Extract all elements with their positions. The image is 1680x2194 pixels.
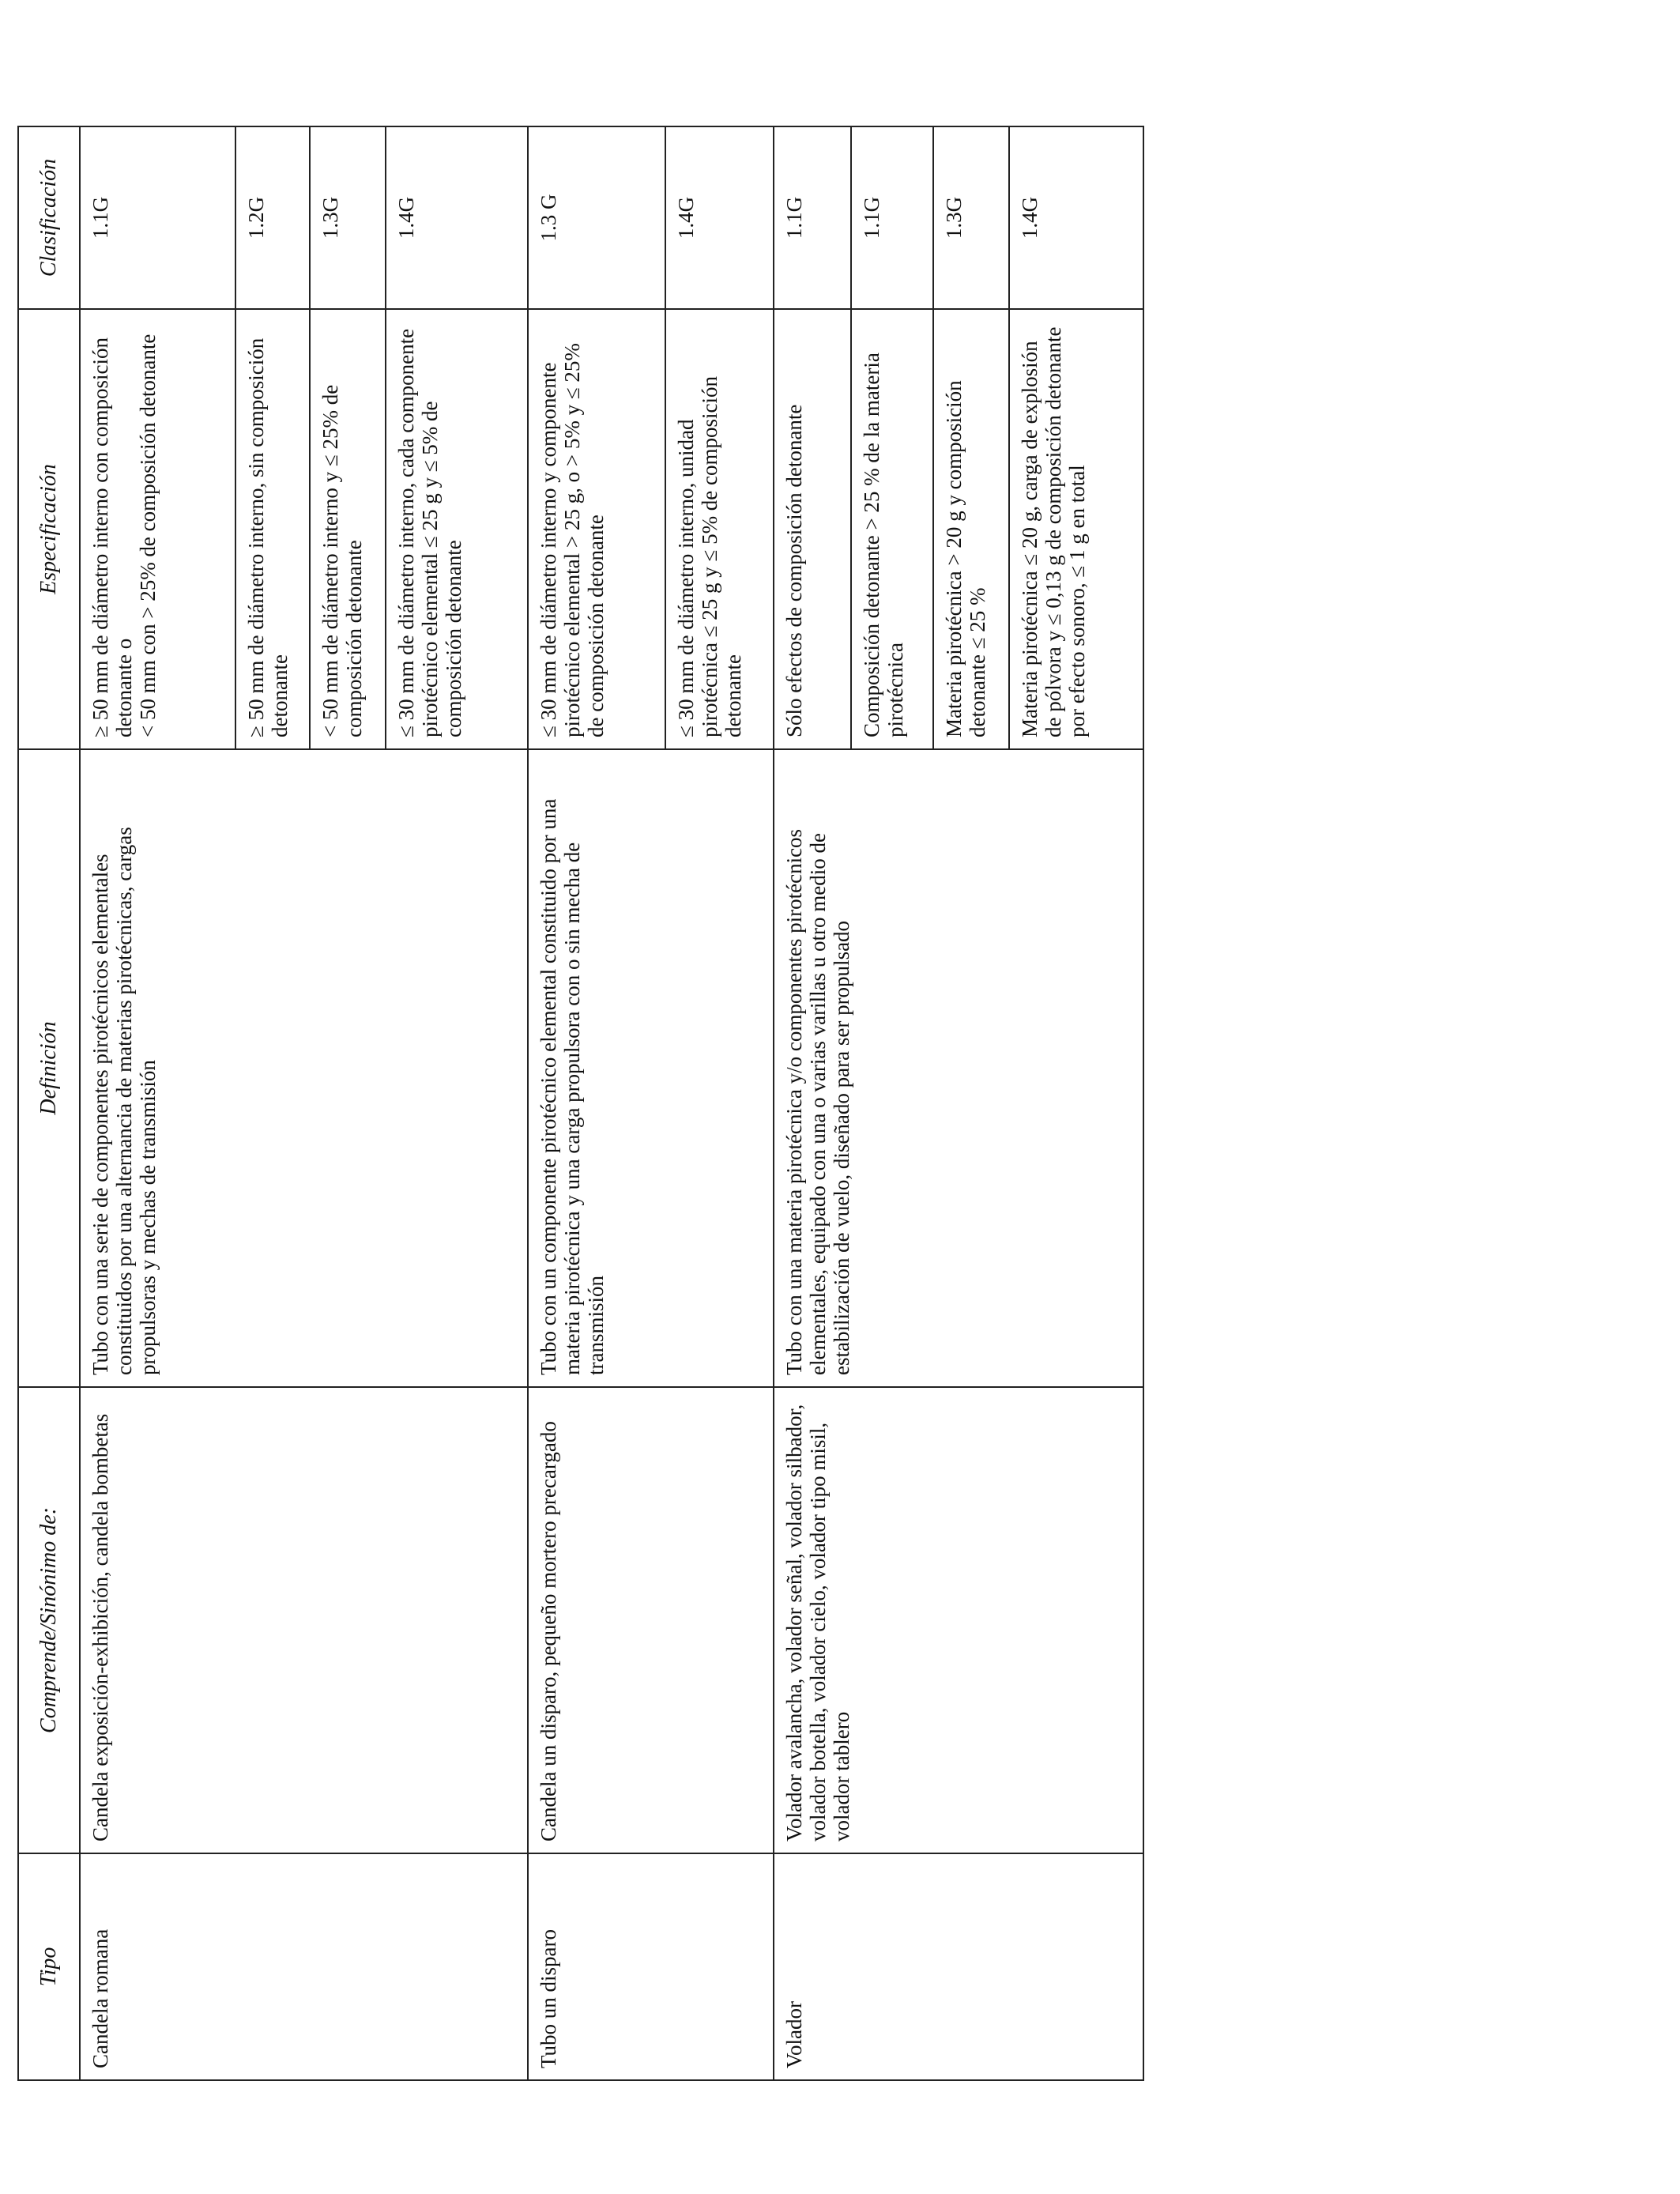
cell-especificacion: Sólo efectos de composición detonante bbox=[774, 309, 851, 749]
cell-clasificacion: 1.1G bbox=[851, 126, 933, 309]
cell-clasificacion: 1.3G bbox=[310, 126, 386, 309]
table-row bbox=[774, 126, 851, 2080]
cell-tipo: Candela romana bbox=[80, 1853, 528, 2080]
cell-especificacion: Materia pirotécnica > 20 g y composición detonante ≤ 25 % bbox=[933, 309, 1009, 749]
cell-especificacion: Composición detonante > 25 % de la materia pirotécnica bbox=[851, 309, 933, 749]
cell-definicion: Tubo con una serie de componentes pirotécnicos elementales constituidos por una alternancia de materias pirotécnicas, cargas propulsoras y mechas de transmisión bbox=[80, 749, 528, 1387]
cell-clasificacion: 1.1G bbox=[774, 126, 851, 309]
cell-especificacion: ≤ 30 mm de diámetro interno, unidad pirotécnica ≤ 25 g y ≤ 5% de composición detonante bbox=[665, 309, 774, 749]
header-especificacion: Especificación bbox=[18, 309, 80, 749]
cell-clasificacion: 1.2G bbox=[235, 126, 310, 309]
cell-especificacion: ≤ 30 mm de diámetro interno, cada componente pirotécnico elemental ≤ 25 g y ≤ 5% de composición detonante bbox=[386, 309, 528, 749]
header-row bbox=[18, 126, 80, 2080]
cell-comprende: Candela exposición-exhibición, candela bombetas bbox=[80, 1387, 528, 1853]
header-clasificacion: Clasificación bbox=[18, 126, 80, 309]
cell-especificacion: ≥ 50 mm de diámetro interno, sin composición detonante bbox=[235, 309, 310, 749]
especificacion-line: ≥ 50 mm de diámetro interno con composición detonante o bbox=[89, 337, 137, 737]
cell-definicion: Tubo con un componente pirotécnico elemental constituido por una materia pirotécnica y una carga propulsora con o sin mecha de transmisión bbox=[528, 749, 774, 1387]
cell-clasificacion: 1.3 G bbox=[528, 126, 665, 309]
cell-clasificacion: 1.3G bbox=[933, 126, 1009, 309]
cell-clasificacion: 1.4G bbox=[665, 126, 774, 309]
cell-clasificacion: 1.4G bbox=[386, 126, 528, 309]
table-row bbox=[528, 126, 665, 2080]
cell-clasificacion: 1.1G bbox=[80, 126, 235, 309]
header-definicion: Definición bbox=[18, 749, 80, 1387]
rotated-table-container bbox=[17, 127, 1121, 2081]
table-row bbox=[80, 126, 235, 2080]
cell-definicion: Tubo con una materia pirotécnica y/o componentes pirotécnicos elementales, equipado con una o varias varillas u otro medio de estabilización de vuelo, diseñado para ser propulsado bbox=[774, 749, 1143, 1387]
cell-especificacion: ≤ 30 mm de diámetro interno y componente pirotécnico elemental > 25 g, o > 5% y ≤ 25% de composición detonante bbox=[528, 309, 665, 749]
cell-tipo: Tubo un disparo bbox=[528, 1853, 774, 2080]
cell-tipo: Volador bbox=[774, 1853, 1143, 2080]
cell-comprende: Candela un disparo, pequeño mortero precargado bbox=[528, 1387, 774, 1853]
cell-clasificacion: 1.4G bbox=[1009, 126, 1143, 309]
cell-especificacion: Materia pirotécnica ≤ 20 g, carga de explosión de pólvora y ≤ 0,13 g de composición detonante por efecto sonoro, ≤ 1 g en total bbox=[1009, 309, 1143, 749]
header-comprende: Comprende/Sinónimo de: bbox=[18, 1387, 80, 1853]
cell-especificacion: < 50 mm de diámetro interno y ≤ 25% de composición detonante bbox=[310, 309, 386, 749]
cell-comprende: Volador avalancha, volador señal, volador silbador, volador botella, volador cielo, volador tipo misil, volador tablero bbox=[774, 1387, 1143, 1853]
especificacion-line: < 50 mm con > 25% de composición detonante bbox=[136, 334, 160, 737]
header-tipo: Tipo bbox=[18, 1853, 80, 2080]
cell-especificacion bbox=[80, 309, 235, 749]
classification-table bbox=[17, 126, 1144, 2081]
